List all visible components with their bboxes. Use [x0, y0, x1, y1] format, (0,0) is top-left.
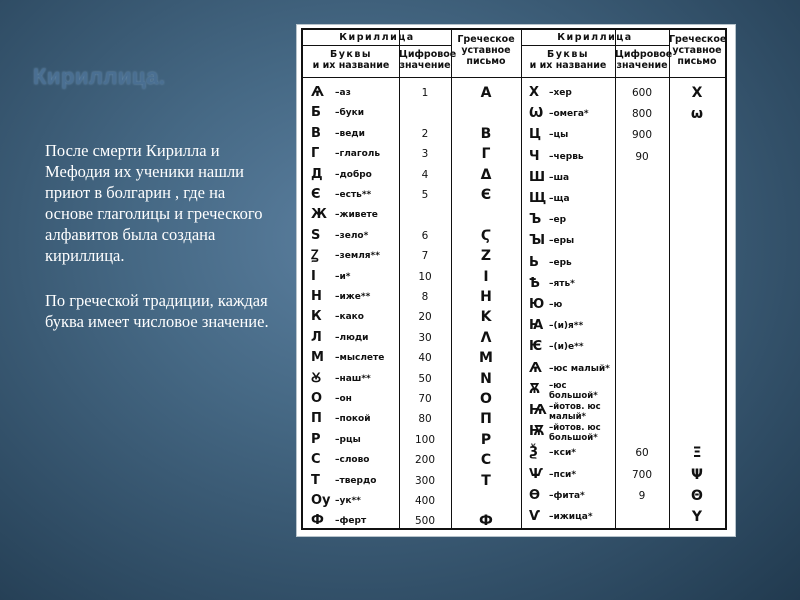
cyrillic-letter: Х	[529, 85, 540, 100]
letter-name: –ерь	[549, 257, 572, 268]
header-letters-right: Буквы	[547, 49, 589, 60]
numeric-value: 10	[418, 270, 432, 283]
cyrillic-table-image	[296, 24, 736, 537]
numeric-value: 600	[631, 87, 653, 99]
letter-name: –йотов. юс большой*	[549, 423, 601, 444]
cyrillic-letter: П	[311, 411, 322, 427]
numeric-value: 900	[631, 129, 653, 142]
letter-name: –цы	[549, 130, 569, 141]
letter-name: –иже**	[335, 292, 371, 302]
header-greek-right-2: уставное	[672, 45, 722, 56]
letter-name: –кси*	[549, 448, 576, 459]
letter-name: –юс большой*	[549, 380, 598, 401]
cyrillic-letter: Ѵ	[529, 509, 541, 524]
numeric-value: 100	[414, 433, 436, 446]
numeric-value: 50	[418, 372, 432, 385]
cyrillic-letter: Г	[311, 146, 320, 162]
cyrillic-letter: О	[311, 391, 323, 406]
letter-name: –живете	[335, 210, 378, 221]
cyrillic-letter: Ꙑ	[529, 233, 546, 249]
letter-name: –фита*	[549, 490, 585, 501]
greek-letter: Η	[480, 289, 492, 305]
slide-body	[45, 140, 270, 356]
cyrillic-letter: Ꙁ	[311, 248, 319, 264]
letter-name: –и*	[335, 271, 351, 282]
cyrillic-letter: Ѩ	[529, 403, 547, 418]
greek-letter: Ρ	[480, 431, 492, 448]
numeric-value: 5	[421, 189, 429, 201]
greek-letter: Δ	[480, 166, 492, 183]
letter-name: –мыслете	[335, 353, 385, 364]
letter-name: –добро	[335, 169, 372, 180]
letter-name: –(и)е**	[549, 342, 584, 353]
cyrillic-letter: Щ	[529, 191, 547, 206]
cyrillic-letter: Ѥ	[529, 339, 543, 355]
cyrillic-letter: Ѡ	[529, 106, 544, 122]
letter-name: –он	[335, 394, 352, 404]
cyrillic-letter: Ѫ	[529, 381, 541, 397]
greek-letter: Ξ	[692, 445, 702, 462]
greek-letter: Χ	[691, 85, 703, 101]
header-greek-left: Греческое	[457, 34, 515, 45]
header-cyrillic-right: Кириллица	[557, 32, 633, 43]
letter-name: –наш**	[335, 373, 371, 384]
letter-name: –еры	[549, 236, 575, 247]
numeric-value: 6	[421, 229, 429, 242]
letter-name: –люди	[335, 332, 369, 343]
cyrillic-letter: М	[311, 350, 324, 366]
cyrillic-letter: Оу	[311, 493, 331, 508]
paragraph-numeric: По греческой традиции, каждая буква имеет числовое значение.	[45, 291, 269, 331]
header-letters-left-sub: и их название	[312, 60, 390, 71]
letter-name: –ук**	[335, 496, 361, 506]
numeric-value: 4	[421, 168, 429, 181]
cyrillic-letter: Р	[311, 431, 321, 447]
header-letters-left: Буквы	[330, 49, 372, 60]
col-divider	[521, 30, 522, 528]
numeric-value: 3	[421, 148, 429, 161]
letter-name: –глаголь	[335, 149, 381, 160]
cyrillic-letter: Ѧ	[311, 85, 324, 100]
cyrillic-letter: Ꙗ	[529, 318, 544, 334]
cyrillic-letter: Ѕ	[311, 227, 321, 243]
numeric-value: 9	[638, 489, 646, 502]
header-divider	[521, 45, 669, 46]
cyrillic-letter: Д	[311, 166, 323, 182]
greek-letter: Μ	[479, 350, 493, 367]
numeric-value: 400	[414, 495, 436, 507]
letter-name: –ю	[549, 300, 563, 310]
greek-letter: Γ	[481, 146, 491, 163]
cyrillic-letter: Ц	[529, 127, 542, 143]
letter-name: –аз	[335, 88, 351, 98]
header-numeric-left: Цифровое	[399, 49, 457, 60]
greek-letter: Ο	[480, 391, 492, 407]
greek-letter: Α	[480, 85, 492, 101]
slide-title: Кириллица.	[33, 64, 166, 89]
numeric-value: 70	[418, 393, 432, 405]
cyrillic-letter: Л	[311, 329, 322, 345]
cyrillic-letter: Ь	[529, 254, 539, 270]
cyrillic-letter: Ѭ	[529, 424, 546, 440]
header-greek-left-2: уставное	[461, 45, 511, 56]
cyrillic-letter: Ѱ	[529, 466, 543, 482]
header-cyrillic-left: Кириллица	[339, 32, 415, 43]
numeric-value: 60	[635, 447, 649, 460]
cyrillic-letter: Ѳ	[529, 487, 541, 503]
letter-name: –веди	[335, 128, 365, 139]
cyrillic-letter: І	[311, 268, 316, 284]
letter-name: –йотов. юс малый*	[549, 402, 601, 422]
numeric-value: 2	[421, 127, 429, 140]
cyrillic-letter: Ъ	[529, 212, 542, 228]
letter-name: –твердо	[335, 475, 377, 486]
letter-name: –ща	[549, 194, 570, 204]
header-greek-left-3: письмо	[466, 56, 506, 67]
cyrillic-letter: Ш	[529, 169, 546, 185]
cyrillic-letter: Ф	[311, 513, 324, 529]
numeric-value: 20	[418, 311, 432, 324]
numeric-value: 700	[631, 468, 653, 481]
cyrillic-letter: Ѧ	[529, 360, 542, 376]
letter-name: –омега*	[549, 109, 589, 120]
numeric-value: 300	[414, 474, 436, 487]
greek-letter: Ι	[483, 268, 489, 285]
letter-name: –ер	[549, 215, 567, 226]
greek-letter: Κ	[480, 309, 492, 326]
numeric-value: 8	[421, 291, 429, 303]
cyrillic-letter: Ю	[529, 297, 545, 312]
cyrillic-letter: В	[311, 125, 321, 141]
letter-name: –червь	[549, 151, 584, 162]
letter-name: –ша	[549, 172, 570, 183]
numeric-value: 200	[414, 454, 436, 467]
header-numeric-right: Цифровое	[615, 49, 673, 60]
cyrillic-letter: Ꙋ	[311, 370, 322, 386]
cyrillic-letter: С	[311, 452, 321, 468]
cyrillic-letter: К	[311, 309, 322, 325]
greek-letter: Υ	[691, 509, 703, 525]
letter-name: –юс малый*	[549, 363, 610, 374]
letter-name: –зело*	[335, 230, 369, 241]
greek-letter: Є	[480, 187, 492, 203]
greek-letter: Β	[480, 125, 492, 142]
cyrillic-letter: Ѣ	[529, 275, 540, 291]
numeric-value: 7	[421, 250, 429, 263]
letter-name: –слово	[335, 455, 370, 466]
cyrillic-letter: Ѯ	[529, 445, 539, 461]
letter-name: –пси*	[549, 469, 577, 480]
numeric-value: 1	[421, 87, 429, 99]
letter-name: –ферт	[335, 516, 367, 527]
letter-name: –како	[335, 312, 364, 323]
paragraph-history: После смерти Кирилла и Мефодия их ученики нашли приют в болгарин , где на основе глаголицы и греческого алфавитов была создана кириллица.	[45, 141, 263, 265]
numeric-value: 40	[418, 352, 432, 365]
greek-letter: Ϛ	[480, 227, 492, 244]
letter-name: –(и)я**	[549, 321, 584, 332]
cyrillic-letter: Є	[311, 187, 321, 202]
cyrillic-letter: Ч	[529, 148, 540, 164]
header-bottom-line	[303, 77, 725, 78]
letter-name: –рцы	[335, 434, 361, 445]
greek-letter: ω	[690, 106, 704, 123]
greek-letter: Ф	[479, 513, 493, 530]
cyrillic-letter: Ж	[311, 207, 327, 223]
letter-name: –земля**	[335, 251, 380, 262]
greek-letter: Ν	[480, 370, 492, 387]
numeric-value: 80	[418, 413, 432, 426]
numeric-value: 800	[631, 108, 653, 121]
header-numeric-right-sub: значение	[616, 60, 668, 71]
numeric-value: 90	[635, 150, 649, 163]
header-greek-right: Греческое	[669, 34, 727, 45]
numeric-value: 30	[418, 331, 432, 344]
greek-letter: Θ	[691, 487, 703, 504]
greek-letter: Ψ	[691, 466, 703, 483]
cyrillic-letter: Б	[311, 105, 321, 121]
letter-name: –буки	[335, 108, 365, 119]
greek-letter: Ζ	[480, 248, 492, 265]
letter-name: –есть**	[335, 190, 372, 200]
letter-name: –покой	[335, 414, 371, 425]
header-numeric-left-sub: значение	[399, 60, 451, 71]
header-greek-right-3: письмо	[677, 56, 717, 67]
greek-letter: Π	[480, 411, 492, 428]
letter-name: –ижица*	[549, 512, 593, 522]
numeric-value: 500	[414, 515, 436, 528]
greek-letter: Λ	[480, 329, 492, 346]
greek-letter: С	[480, 452, 492, 469]
cyrillic-letter: Н	[311, 289, 322, 304]
header-letters-right-sub: и их название	[529, 60, 607, 71]
greek-letter: Т	[481, 472, 491, 489]
letter-name: –ять*	[549, 278, 575, 289]
header-divider	[303, 45, 451, 46]
cyrillic-letter: Т	[311, 472, 320, 488]
letter-name: –хер	[549, 88, 572, 98]
cyrillic-table	[301, 28, 727, 530]
